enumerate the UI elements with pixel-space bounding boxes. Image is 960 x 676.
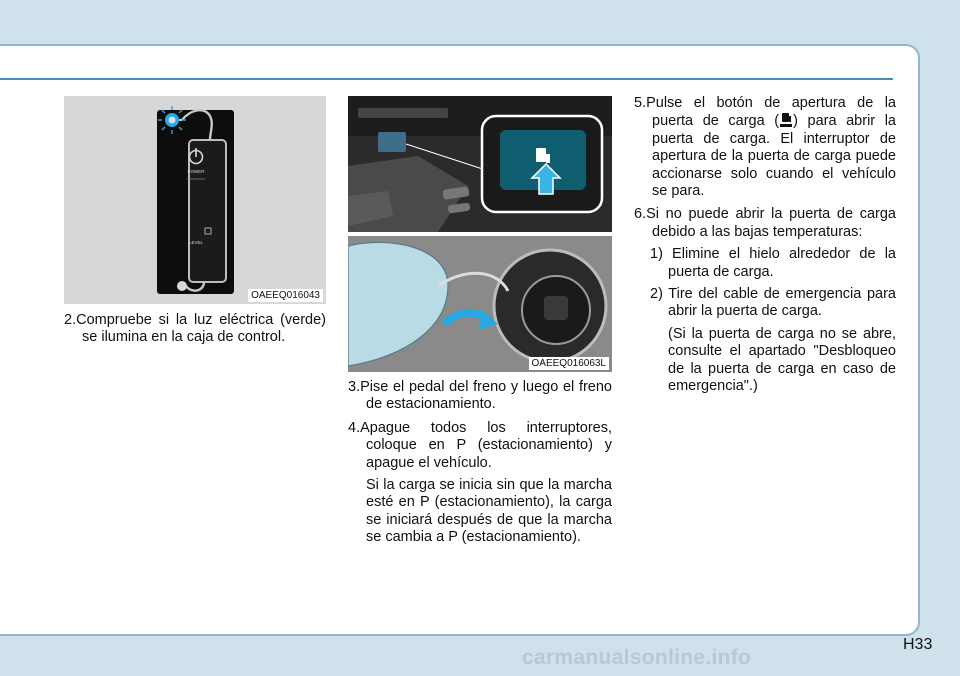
column-3 [634,95,896,396]
page-number: H33 [903,636,933,653]
control-box-illustration [64,96,326,304]
step-6: 6.Si no puede abrir la puerta de carga debido a las bajas temperaturas: [634,206,896,240]
figure-code-1: OAEEQ016043 [248,289,323,302]
column-1 [64,312,326,347]
watermark: carmanualsonline.info [522,646,752,669]
step-3: 3.Pise el pedal del freno y luego el freno de estacionamiento. [348,379,612,413]
step-5-part1: 5.Pulse el botón de apertura de la puerta de carga ( [634,95,896,130]
step-5 [634,95,896,200]
step-4: 4.Apague todos los interruptores, coloque en P (estacionamiento) y apague el vehículo. [348,419,612,471]
header-rule [0,78,893,80]
charge-door-button-icon [779,112,793,128]
power-label: POWER [187,169,205,174]
step-4-note: Si la carga se inicia sin que la marcha esté en P (estacionamiento), la carga se iniciará después de que la marcha se cambia a P (estacionamiento). [366,477,612,546]
step-2: 2.Compruebe si la luz eléctrica (verde) se ilumina en la caja de control. [64,312,326,346]
step-6-sub-2: 2) Tire del cable de emergencia para abrir la puerta de carga. [650,286,896,320]
figure-dashboard-door [348,96,612,372]
column-2 [348,379,612,547]
dashboard-door-illustration [348,96,612,372]
step-6-note: (Si la puerta de carga no se abre, consulte el apartado "Desbloqueo de la puerta de carga en caso de emergencia".) [668,325,896,395]
figure-code-2: OAEEQ016063L [529,357,610,370]
level-label: LEVEL [188,240,204,245]
step-6-sub-1: 1) Elimine el hielo alrededor de la puerta de carga. [650,246,896,280]
figure-control-box [64,96,326,304]
step-5-part2: ) para abrir la puerta de carga. El interruptor de apertura de la puerta de carga puede accionarse solo cuando el vehículo se para. [652,113,896,200]
